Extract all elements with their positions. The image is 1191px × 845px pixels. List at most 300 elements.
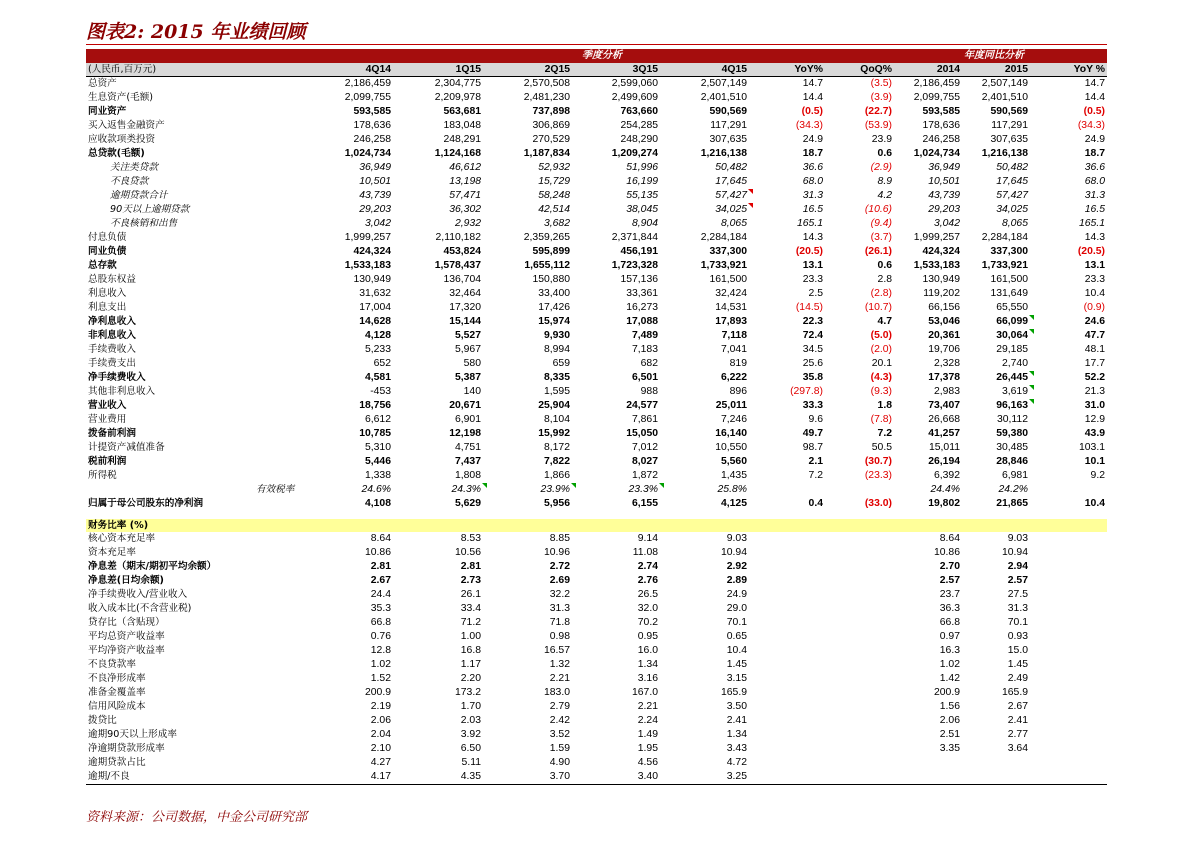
cell-1q15: 5,629 [454,498,481,509]
cell-4q15: 25,011 [715,400,747,411]
cell-1q15: 5,527 [454,330,481,341]
cell-4q14: 3,042 [364,218,391,229]
cell-fy2014: 2.57 [939,575,960,586]
cell-fy-yoy-pct: 103.1 [1078,442,1105,453]
cell-fy2014: 29,203 [928,204,960,215]
table-row [86,469,1107,483]
row-label: 有效税率 [256,484,295,495]
cell-1q15: 1,808 [454,470,481,481]
cell-fy2014: 10.86 [933,547,960,558]
cell-4q15: 1.45 [726,659,747,670]
cell-4q14: 66.8 [370,617,391,628]
cell-2q15: 1,187,834 [523,148,570,159]
cell-1q15: 1,578,437 [434,260,481,271]
cell-qoq-pct: 50.5 [871,442,892,453]
cell-1q15: 2,304,775 [434,78,481,89]
table-row [86,133,1107,147]
cell-4q14: 130,949 [353,274,391,285]
cell-4q14: -453 [370,386,391,397]
cell-fy2015: 27.5 [1007,589,1028,600]
cell-3q15: 9.14 [637,533,658,544]
cell-3q15: 1.49 [637,729,658,740]
cell-fy2015: 3,619 [1001,386,1028,397]
cell-qoq-pct: (5.0) [870,330,892,341]
cell-4q14: 17,004 [359,302,391,313]
ratio-row [86,546,1107,560]
ratio-row [86,700,1107,714]
cell-fy-yoy-pct: 14.4 [1084,92,1105,103]
cell-4q14: 2.81 [370,561,391,572]
cell-1q15: 6.50 [460,743,481,754]
cell-1q15: 10.56 [454,547,481,558]
cell-fy2014: 246,258 [922,134,960,145]
cell-fy2014: 23.7 [939,589,960,600]
row-label: 营业费用 [88,414,127,425]
cell-4q15: 590,569 [709,106,747,117]
table-row [86,203,1107,217]
cell-yoy-pct: 9.6 [808,414,823,425]
cell-qoq-pct: (2.9) [870,162,892,173]
cell-2q15: 5,956 [543,498,570,509]
cell-2q15: 2,570,508 [523,78,570,89]
cell-qoq-pct: 0.6 [877,260,892,271]
cell-yoy-pct: 72.4 [802,330,823,341]
cell-fy2015: 9.03 [1007,533,1028,544]
cell-1q15: 1.00 [460,631,481,642]
cell-fy2014: 1.42 [939,673,960,684]
cell-qoq-pct: (53.9) [864,120,892,131]
cell-1q15: 183,048 [443,120,481,131]
table-row [86,343,1107,357]
cell-1q15: 12,198 [449,428,481,439]
cell-1q15: 2.03 [460,715,481,726]
cell-4q14: 2.67 [370,575,391,586]
row-label: 付息负债 [88,232,127,243]
cell-yoy-pct: 14.4 [802,92,823,103]
cell-fy2015: 2,401,510 [981,92,1028,103]
row-label: 净息差（期末/期初平均余额） [88,561,217,572]
cell-comment-marker [748,189,753,194]
cell-fy2015: 2.94 [1007,561,1028,572]
col-header-yoy-pct: YoY% [794,64,823,75]
row-label: 净逾期贷款形成率 [88,743,165,754]
source-note: 资料来源：公司数据，中金公司研究部 [86,810,308,825]
cell-fy2015: 28,846 [996,456,1028,467]
cell-4q15: 337,300 [709,246,747,257]
cell-fy-yoy-pct: (20.5) [1077,246,1105,257]
cell-4q14: 43,739 [359,190,391,201]
cell-2q15: 2.69 [549,575,570,586]
table-row [86,427,1107,441]
cell-4q15: 3.50 [726,701,747,712]
cell-fy-yoy-pct: 9.2 [1090,470,1105,481]
cell-fy2014: 53,046 [928,316,960,327]
cell-3q15: 167.0 [631,687,658,698]
cell-3q15: 2,371,844 [611,232,658,243]
cell-yoy-pct: (34.3) [795,120,823,131]
row-label: 净息差(日均余额) [88,575,164,586]
row-label: 拨备前利润 [88,428,136,439]
cell-1q15: 7,437 [454,456,481,467]
cell-fy2015: 2.77 [1007,729,1028,740]
cell-fy2014: 26,194 [928,456,960,467]
cell-4q15: 3.25 [726,771,747,782]
cell-fy2014: 6,392 [933,470,960,481]
cell-qoq-pct: (4.3) [870,372,892,383]
cell-fy2015: 10.94 [1001,547,1028,558]
cell-fy2014: 1,533,183 [913,260,960,271]
cell-fy2015: 161,500 [990,274,1028,285]
cell-4q15: 896 [729,386,747,397]
cell-3q15: 8,027 [631,456,658,467]
cell-4q14: 14,628 [359,316,391,327]
cell-4q14: 4,128 [364,330,391,341]
cell-fy2014: 424,324 [922,246,960,257]
cell-2q15: 183.0 [543,687,570,698]
cell-fy2015: 2.49 [1007,673,1028,684]
cell-fy2014: 10,501 [928,176,960,187]
cell-qoq-pct: (9.4) [870,218,892,229]
cell-qoq-pct: 20.1 [871,358,892,369]
cell-1q15: 2.73 [460,575,481,586]
cell-4q14: 4,108 [364,498,391,509]
cell-yoy-pct: 7.2 [808,470,823,481]
cell-2q15: 306,869 [532,120,570,131]
table-row [86,385,1107,399]
cell-1q15: 5.11 [461,757,481,768]
cell-comment-marker [1029,329,1034,334]
col-header-2q15: 2Q15 [544,64,570,75]
cell-4q14: 2.04 [370,729,391,740]
row-label: 营业收入 [88,400,127,411]
cell-3q15: 7,861 [631,414,658,425]
cell-fy2015: 59,380 [996,428,1028,439]
cell-3q15: 254,285 [620,120,658,131]
cell-2q15: 8,994 [543,344,570,355]
cell-4q15: 57,427 [715,190,747,201]
cell-fy2015: 307,635 [990,134,1028,145]
ratio-rows [86,532,1107,784]
table-row [86,371,1107,385]
cell-3q15: 15,050 [626,428,658,439]
cell-2q15: 16.57 [543,645,570,656]
cell-fy2015: 29,185 [996,344,1028,355]
cell-yoy-pct: 165.1 [796,218,823,229]
row-label: 同业资产 [88,106,127,117]
cell-comment-marker [1029,399,1034,404]
cell-qoq-pct: (2.8) [870,288,892,299]
cell-fy-yoy-pct: 31.0 [1084,400,1105,411]
cell-4q14: 2.10 [370,743,391,754]
cell-3q15: 26.5 [637,589,658,600]
row-label: 90天以上逾期贷款 [110,204,190,215]
cell-fy2015: 2,507,149 [981,78,1028,89]
cell-fy-yoy-pct: 14.7 [1084,78,1105,89]
cell-2q15: 32.2 [549,589,570,600]
cell-yoy-pct: 0.4 [808,498,823,509]
cell-4q14: 4,581 [364,372,391,383]
cell-4q14: 5,233 [364,344,391,355]
cell-4q14: 178,636 [353,120,391,131]
cell-4q15: 25.8% [717,484,747,495]
row-label: 总资产 [88,78,117,89]
cell-3q15: 7,012 [631,442,658,453]
cell-fy2015: 6,981 [1001,470,1028,481]
cell-2q15: 17,426 [538,302,570,313]
cell-4q14: 4.27 [370,757,391,768]
ratio-row [86,602,1107,616]
cell-fy2014: 20,361 [928,330,960,341]
cell-2q15: 8.85 [549,533,570,544]
cell-qoq-pct: (3.9) [870,92,892,103]
cell-comment-marker [1029,371,1034,376]
cell-4q15: 50,482 [715,162,747,173]
cell-3q15: 1,723,328 [611,260,658,271]
cell-fy2015: 1,733,921 [981,260,1028,271]
cell-2q15: 2.72 [549,561,570,572]
cell-1q15: 2.20 [460,673,481,684]
cell-fy-yoy-pct: 47.7 [1084,330,1105,341]
table-row [86,259,1107,273]
cell-fy2015: 8,065 [1001,218,1028,229]
ratio-row [86,616,1107,630]
cell-fy2014: 41,257 [928,428,960,439]
cell-3q15: 7,489 [631,330,658,341]
cell-fy2015: 70.1 [1007,617,1028,628]
cell-4q15: 9.03 [726,533,747,544]
cell-fy2015: 2,284,184 [981,232,1028,243]
row-label: 贷存比（含贴现） [88,617,165,628]
row-label: 同业负债 [88,246,127,257]
cell-1q15: 46,612 [449,162,481,173]
ratio-row [86,574,1107,588]
cell-3q15: 32.0 [637,603,658,614]
cell-2q15: 0.98 [549,631,570,642]
table-row [86,147,1107,161]
col-header-fy2015: 2015 [1004,64,1028,75]
cell-4q14: 18,756 [359,400,391,411]
cell-2q15: 10.96 [543,547,570,558]
cell-4q14: 31,632 [359,288,391,299]
cell-3q15: 3.40 [637,771,658,782]
table-row [86,175,1107,189]
cell-fy2014: 19,802 [928,498,960,509]
cell-4q14: 1,999,257 [344,232,391,243]
cell-4q15: 1,216,138 [700,148,747,159]
cell-fy2014: 2.70 [939,561,960,572]
cell-1q15: 17,320 [449,302,481,313]
cell-fy2014: 2,186,459 [913,78,960,89]
cell-4q15: 7,118 [721,330,747,341]
cell-4q15: 2.92 [726,561,747,572]
cell-4q15: 1.34 [726,729,747,740]
cell-yoy-pct: 35.8 [802,372,823,383]
cell-4q14: 10.86 [364,547,391,558]
cell-fy2014: 1.02 [939,659,960,670]
table-row [86,441,1107,455]
cell-3q15: 4.56 [637,757,658,768]
cell-2q15: 150,880 [532,274,570,285]
ratio-row [86,728,1107,742]
cell-1q15: 4,751 [454,442,481,453]
cell-4q14: 0.76 [370,631,391,642]
cell-4q15: 24.9 [726,589,747,600]
cell-4q15: 819 [729,358,747,369]
cell-3q15: 38,045 [626,204,658,215]
row-label: 平均总资产收益率 [88,631,165,642]
cell-1q15: 5,387 [454,372,481,383]
cell-fy2014: 3.35 [939,743,960,754]
cell-4q14: 1.52 [370,673,391,684]
cell-fy-yoy-pct: 10.1 [1084,456,1105,467]
main-rows [86,77,1107,511]
cell-3q15: 1,872 [631,470,658,481]
cell-3q15: 6,155 [631,498,658,509]
cell-1q15: 24.3% [451,484,481,495]
cell-1q15: 453,824 [443,246,481,257]
cell-3q15: 17,088 [626,316,658,327]
cell-qoq-pct: 1.8 [877,400,892,411]
cell-fy-yoy-pct: 68.0 [1084,176,1105,187]
cell-comment-marker [659,483,664,488]
cell-fy2014: 2.51 [939,729,960,740]
table-row [86,399,1107,413]
cell-3q15: 763,660 [620,106,658,117]
cell-1q15: 173.2 [454,687,481,698]
row-label: 核心资本充足率 [88,533,156,544]
row-label: 不良贷款 [110,176,149,187]
cell-fy2015: 337,300 [990,246,1028,257]
row-label: 不良贷款率 [88,659,136,670]
row-label: 生息资产(毛额) [88,92,154,103]
cell-yoy-pct: 98.7 [802,442,823,453]
row-label: 不良核销和出售 [110,218,178,229]
cell-qoq-pct: (23.3) [864,470,892,481]
ratios-title: 财务比率 (%) [88,520,149,531]
cell-yoy-pct: 14.7 [802,78,823,89]
row-label: 逾期贷款合计 [110,190,168,201]
cell-2q15: 4.90 [549,757,570,768]
cell-qoq-pct: (10.6) [864,204,892,215]
cell-4q14: 24.4 [370,589,391,600]
cell-4q15: 161,500 [709,274,747,285]
cell-qoq-pct: 2.8 [877,274,892,285]
section-spacer [86,511,1107,519]
col-header-4q15: 4Q15 [721,64,747,75]
cell-fy2015: 57,427 [996,190,1028,201]
row-label: 信用风险成本 [88,701,146,712]
cell-yoy-pct: 68.0 [802,176,823,187]
cell-1q15: 580 [463,358,481,369]
ratio-row [86,756,1107,770]
row-label: 总存款 [88,260,117,271]
cell-4q14: 246,258 [353,134,391,145]
cell-fy2015: 30,485 [996,442,1028,453]
cell-3q15: 988 [640,386,658,397]
cell-3q15: 16,199 [626,176,658,187]
cell-3q15: 1,209,274 [611,148,658,159]
cell-2q15: 2.21 [549,673,570,684]
cell-3q15: 2.74 [637,561,658,572]
cell-2q15: 2,359,265 [523,232,570,243]
table-row [86,301,1107,315]
cell-fy2015: 165.9 [1001,687,1028,698]
cell-4q15: 117,291 [710,120,747,131]
cell-4q14: 2.06 [370,715,391,726]
cell-2q15: 3,682 [543,218,570,229]
cell-4q15: 2.89 [726,575,747,586]
cell-fy-yoy-pct: 52.2 [1084,372,1105,383]
cell-fy2015: 26,445 [996,372,1028,383]
cell-yoy-pct: 36.6 [802,162,823,173]
cell-3q15: 51,996 [626,162,658,173]
cell-3q15: 456,191 [620,246,658,257]
cell-fy2014: 2.06 [939,715,960,726]
cell-1q15: 6,901 [454,414,481,425]
ratio-row [86,532,1107,546]
cell-2q15: 52,932 [538,162,570,173]
cell-4q15: 17,645 [715,176,747,187]
cell-1q15: 15,144 [449,316,481,327]
cell-4q14: 6,612 [364,414,391,425]
cell-3q15: 248,290 [620,134,658,145]
cell-4q14: 24.6% [361,484,391,495]
group-header-quarterly: 季度分析 [582,50,622,61]
cell-4q14: 2,099,755 [344,92,391,103]
cell-fy2014: 178,636 [922,120,960,131]
cell-fy2014: 24.4% [930,484,960,495]
cell-4q15: 2,507,149 [700,78,747,89]
cell-fy2014: 2,328 [933,358,960,369]
cell-fy2015: 24.2% [998,484,1028,495]
col-header-3q15: 3Q15 [632,64,658,75]
cell-fy2015: 2.57 [1007,575,1028,586]
cell-fy-yoy-pct: 18.7 [1084,148,1105,159]
cell-4q15: 16,140 [715,428,747,439]
table-row [86,329,1107,343]
unit-label: (人民币,百万元) [88,64,157,75]
ratio-row [86,588,1107,602]
table-row [86,357,1107,371]
results-table [86,49,1107,785]
table-row [86,245,1107,259]
cell-fy-yoy-pct: 10.4 [1084,288,1105,299]
cell-2q15: 58,248 [538,190,570,201]
cell-yoy-pct: 49.7 [802,428,823,439]
cell-fy-yoy-pct: (34.3) [1077,120,1105,131]
row-label: 其他非利息收入 [88,386,156,397]
cell-fy2015: 590,569 [990,106,1028,117]
cell-1q15: 4.35 [460,771,481,782]
cell-3q15: 7,183 [631,344,658,355]
cell-fy2015: 34,025 [996,204,1028,215]
group-header-annual: 年度同比分析 [964,50,1024,61]
table-row [86,273,1107,287]
cell-qoq-pct: (7.8) [870,414,892,425]
cell-4q15: 10.94 [720,547,747,558]
row-label: 平均净资产收益率 [88,645,165,656]
cell-4q14: 35.3 [370,603,391,614]
cell-1q15: 136,704 [443,274,481,285]
cell-4q14: 2,186,459 [344,78,391,89]
row-label: 拨贷比 [88,715,117,726]
cell-4q15: 2,284,184 [700,232,747,243]
cell-1q15: 3.92 [460,729,481,740]
cell-fy-yoy-pct: (0.5) [1083,106,1105,117]
cell-4q14: 36,949 [359,162,391,173]
cell-1q15: 248,291 [443,134,481,145]
cell-yoy-pct: (297.8) [790,386,823,397]
